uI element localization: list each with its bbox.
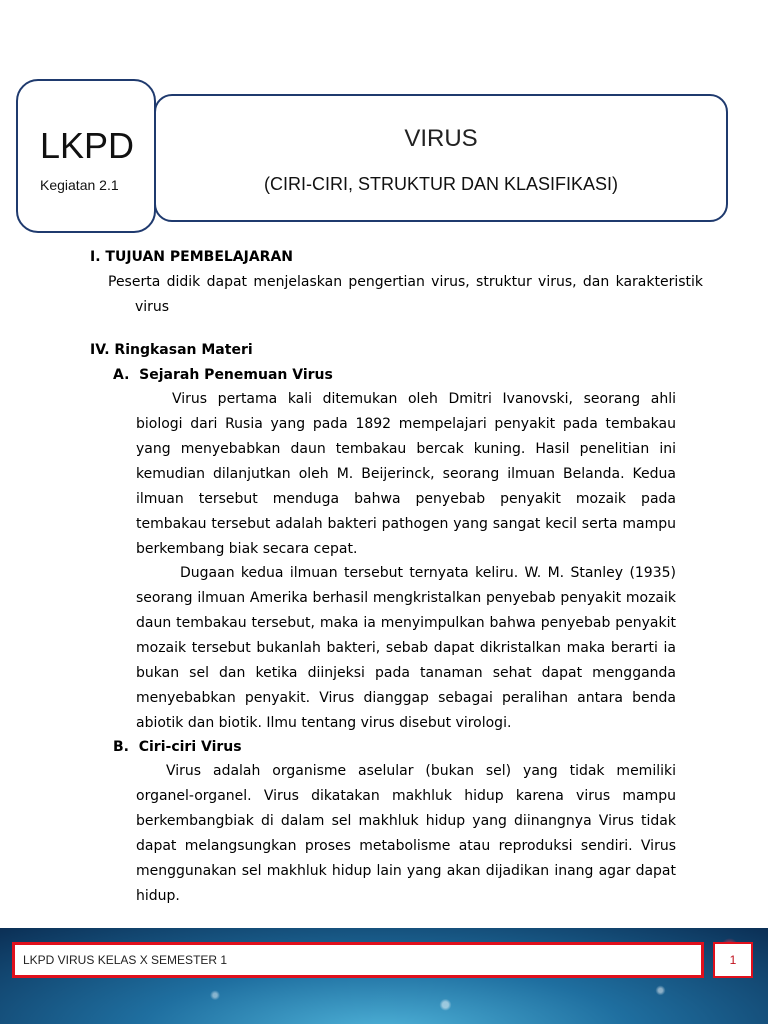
title-banner [154,94,728,222]
footer-banner [0,928,768,1024]
section-a-paragraph-2: Dugaan kedua ilmuan tersebut ternyata keliru. W. M. Stanley (1935) seorang ilmuan Amerika berhasil mengkristalkan penyebab penyakit mozaik daun tembakau tersebut, maka ia menyimpulkan bahwa penyebab penyakit mozaik tersebut bukanlah bakteri, sebab dapat dikristalkan maka berarti ia bukan sel dan ketika diinjeksi pada tanaman sehat dapat mengganda menyebabkan penyakit. Virus dianggap sebagai peralihan antara benda abiotik dan biotik. Ilmu tentang virus disebut virologi. [136,565,676,731]
footer-label-box [12,942,704,978]
section-a-heading: A. Sejarah Penemuan Virus [113,367,333,383]
footer-label: LKPD VIRUS KELAS X SEMESTER 1 [23,953,228,967]
lkpd-badge [16,79,156,233]
ringkasan-heading: IV. Ringkasan Materi [90,342,253,358]
section-b-heading: B. Ciri-ciri Virus [113,739,242,755]
tujuan-text: Peserta didik dapat menjelaskan pengertian virus, struktur virus, dan karakteristik virus [108,274,703,315]
lkpd-title: LKPD [40,125,135,166]
page-number: 1 [729,953,737,967]
tujuan-heading: I. TUJUAN PEMBELAJARAN [90,249,294,265]
section-a-paragraph-1: Virus pertama kali ditemukan oleh Dmitri Ivanovski, seorang ahli biologi dari Rusia yang pada 1892 mempelajari penyakit pada tembakau yang menyebabkan daun tembakau bercak kuning. Hasil penelitian ini kemudian dilanjutkan oleh M. Beijerinck, seorang ilmuan Belanda. Kedua ilmuan tersebut menduga bahwa penyebab penyakit mozaik pada tembakau tersebut adalah bakteri pathogen yang sangat kecil serta mampu berkembang biak secara cepat. [136,391,676,557]
page-title: VIRUS [404,125,478,152]
section-b-paragraph-1: Virus adalah organisme aselular (bukan sel) yang tidak memiliki organel-organel. Virus dikatakan makhluk hidup karena virus mampu berkembangbiak di dalam sel makhluk hidup yang diinangnya Virus tidak dapat melangsungkan proses metabolisme atau reproduksi sendiri. Virus menggunakan sel makhluk hidup lain yang akan dijadikan inang agar dapat hidup. [136,763,676,904]
page-number-box [713,942,753,978]
lkpd-activity-label: Kegiatan 2.1 [40,177,119,193]
page-subtitle: (CIRI-CIRI, STRUKTUR DAN KLASIFIKASI) [263,174,619,194]
